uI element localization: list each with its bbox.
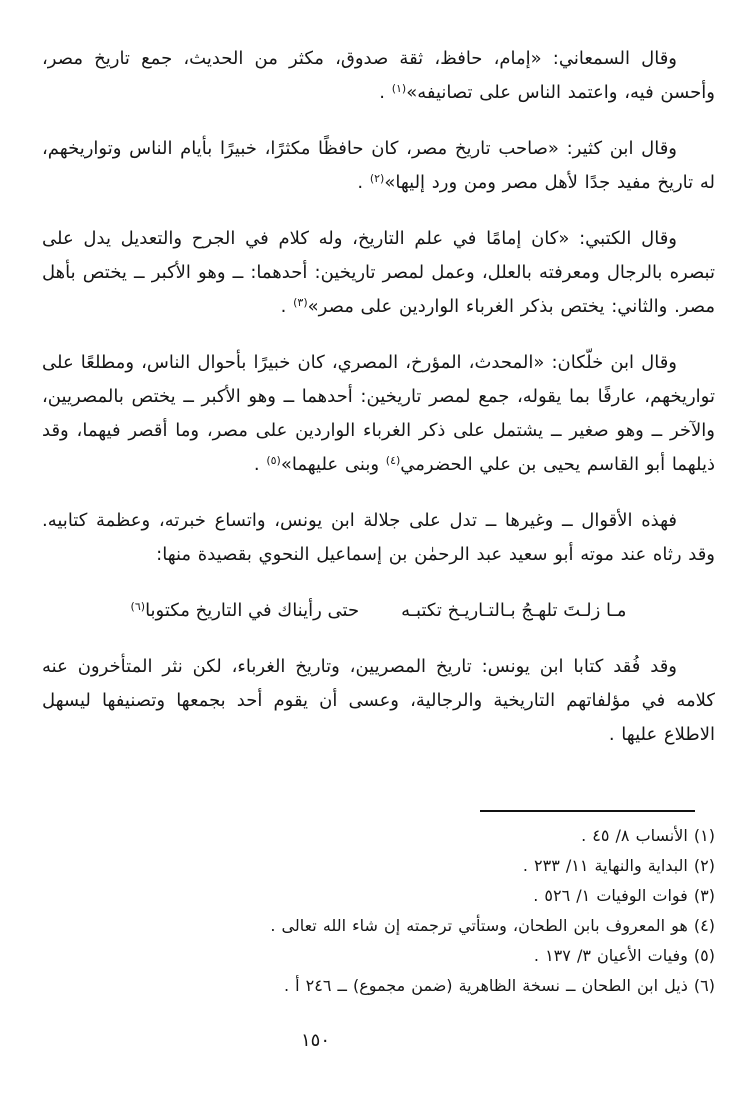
paragraph-text: . (280, 296, 294, 317)
footnote-ref-5: (٥) (266, 454, 281, 467)
page-number: ١٥٠ (300, 1030, 330, 1051)
footnotes-section (42, 810, 715, 1001)
footnote-item-2: (٢) البداية والنهاية ١١/ ٢٣٣ . (522, 856, 715, 875)
body-paragraph-ibn-khallikan-quote (42, 346, 715, 482)
footnote-item-1: (١) الأنساب ٨/ ٤٥ . (581, 826, 715, 845)
verse-text: حتى رأيناك في التاريخ مكتوبا (145, 600, 360, 621)
body-paragraph-closing (42, 650, 715, 752)
verse-hemistich-left (131, 594, 360, 628)
footnote-item-4: (٤) هو المعروف بابن الطحان، وستأتي ترجمته إن شاء الله تعالى . (270, 916, 715, 935)
poetry-verse (42, 594, 715, 628)
paragraph-text: . (357, 172, 370, 193)
footnote-ref-2: (٢) (369, 172, 385, 185)
body-paragraph-kutubi-quote (42, 222, 715, 324)
paragraph-text: . (253, 454, 267, 475)
footnote-item-3: (٣) فوات الوفيات ١/ ٥٢٦ . (533, 886, 715, 905)
paragraph-text: وقال ابن كثير: «صاحب تاريخ مصر، كان حافظًا مكثرًا، خبيرًا بأيام الناس وتواريخهم، له تاريخ مفيد جدًا لأهل مصر ومن ورد إليها» (42, 138, 715, 193)
footnote-item-5: (٥) وفيات الأعيان ٣/ ١٣٧ . (533, 946, 715, 965)
paragraph-text: وقد فُقد كتابا ابن يونس: تاريخ المصريين، وتاريخ الغرباء، لكن نثر المتأخرون عنه كلامه في مؤلفاتهم التاريخية والرجالية، وعسى أن يقوم أحد بجمعها وتصنيفها ليسهل الاطلاع عليها . (42, 656, 715, 745)
paragraph-text: وبنى عليهما» (280, 454, 386, 475)
footnote-separator (480, 810, 695, 812)
footnote-ref-3: (٣) (293, 296, 308, 309)
footnote-item-6: (٦) ذيل ابن الطحان ــ نسخة الظاهرية (ضمن مجموع) ــ ٢٤٦ أ . (283, 976, 715, 995)
body-paragraph-samani-quote (42, 42, 715, 110)
body-paragraph-summary (42, 504, 715, 572)
paragraph-text: وقال الكتبي: «كان إمامًا في علم التاريخ، وله كلام في الجرح والتعديل يدل على تبصره بالرجال ومعرفته بالعلل، وعمل لمصر تاريخين: أحدهما: ــ وهو الأكبر ــ يختص بأهل مصر. والثاني: يختص بذكر الغرباء الواردين على مصر» (42, 228, 715, 317)
paragraph-text: . (379, 82, 392, 103)
paragraph-text: وقال السمعاني: «إمام، حافظ، ثقة صدوق، مكثر من الحديث، جمع تاريخ مصر، وأحسن فيه، واعتمد الناس على تصانيفه» (42, 48, 715, 103)
footnote-ref-6: (٦) (130, 600, 146, 613)
body-paragraph-ibn-kathir-quote (42, 132, 715, 200)
verse-hemistich-right: مـا زلـتَ تلهـجُ بـالتـاريـخ تكتبـه (401, 600, 627, 621)
footnote-ref-1: (١) (391, 82, 407, 95)
paragraph-text: فهذه الأقوال ــ وغيرها ــ تدل على جلالة ابن يونس، واتساع خبرته، وعظمة كتابيه. وقد رثاه عند موته أبو سعيد عبد الرحمٰن بن إسماعيل النحوي بقصيدة منها: (42, 510, 715, 565)
footnote-ref-4: (٤) (385, 454, 401, 467)
paragraph-text: وقال ابن خلّكان: «المحدث، المؤرخ، المصري، كان خبيرًا بأحوال الناس، ومطلعًا على تواريخهم، عارفًا بما يقوله، جمع لمصر تاريخين: أحدهما ــ وهو الأكبر ــ يختص بالمصريين، والآخر ــ وهو صغير ــ يشتمل على ذكر الغرباء الواردين على مصر، وما أقصر فيهما، وقد ذيلهما أبو القاسم يحيى بن علي الحضرمي (42, 352, 715, 475)
